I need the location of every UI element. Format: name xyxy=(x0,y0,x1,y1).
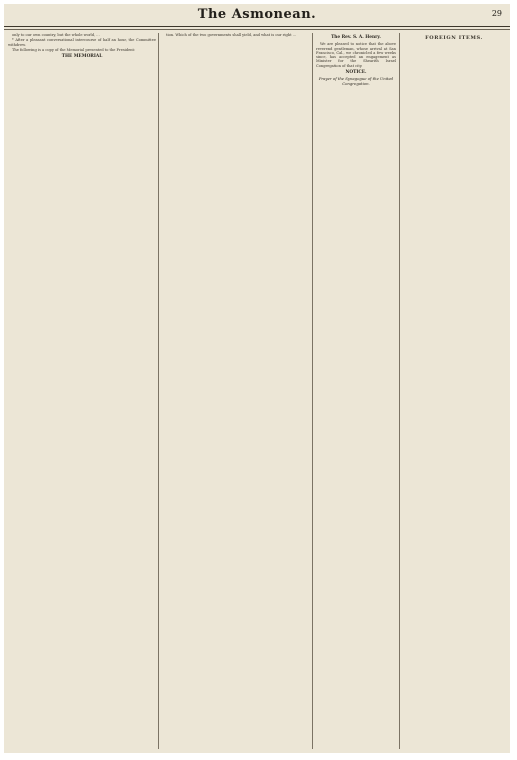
article-paragraph: The following is a copy of the Memorial presented to the President: xyxy=(12,47,136,52)
article-paragraph: only to our own country, but the whole world, ... xyxy=(12,33,100,37)
column-1 xyxy=(8,33,156,749)
article-paragraph: tion. Which of the two governments shall yield, and what is our right ... xyxy=(166,33,297,37)
column-divider xyxy=(158,33,159,749)
article-paragraph: * After a pleasant conversational intercourse of half an hour, the Committee withdrew. xyxy=(8,38,156,47)
section-heading: THE MEMORIAL xyxy=(61,54,103,60)
column-3 xyxy=(316,33,396,749)
page-number: 29 xyxy=(491,9,502,18)
article-paragraph: We are pleased to notice that the above reverend gentleman, whose arrival at San Francisco, Cal., we chronicled a few weeks since, has accepted an engagement as Minister for the Shearith Israel Congregation of that city. xyxy=(316,42,396,68)
notice-heading: NOTICE. xyxy=(345,69,367,75)
column-4 xyxy=(402,33,506,749)
column-divider xyxy=(312,33,313,749)
newspaper-title: The Asmonean. xyxy=(197,7,317,22)
prayer-subheading: Prayer of the Synagogue of the United Congregation. xyxy=(318,76,394,86)
column-2 xyxy=(162,33,310,749)
header-rule xyxy=(4,29,510,30)
article-heading: The Rev. S. A. Henry. xyxy=(331,35,381,40)
newspaper-page xyxy=(4,4,510,753)
masthead xyxy=(4,4,510,27)
column-divider xyxy=(399,33,400,749)
foreign-items-heading: FOREIGN ITEMS. xyxy=(425,35,483,41)
